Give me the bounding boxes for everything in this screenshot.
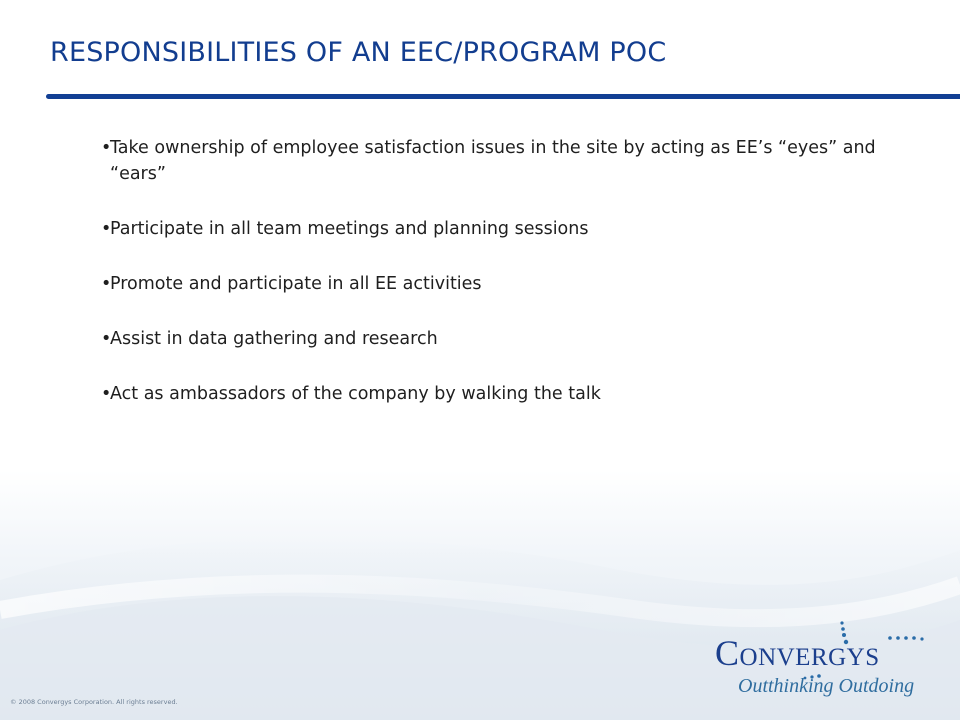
- bullet-marker: •: [101, 219, 112, 239]
- bullet-marker: •: [101, 384, 112, 404]
- logo-tagline: Outthinking Outdoing: [738, 675, 915, 697]
- bullet-marker: •: [101, 329, 112, 349]
- bullet-text: Participate in all team meetings and planning sessions: [110, 219, 589, 239]
- slide-title: RESPONSIBILITIES OF AN EEC/PROGRAM POC: [50, 37, 667, 68]
- copyright-notice: © 2008 Convergys Corporation. All rights reserved.: [10, 698, 178, 706]
- title-underline: [46, 94, 960, 99]
- bullet-text: Act as ambassadors of the company by walking the talk: [110, 384, 601, 404]
- bullet-item: [101, 381, 921, 407]
- bullet-text: Promote and participate in all EE activities: [110, 274, 482, 294]
- bullet-list: [101, 135, 921, 436]
- logo-wordmark: Convergys: [715, 633, 880, 673]
- bullet-item: [101, 271, 921, 297]
- bullet-text: Take ownership of employee satisfaction issues in the site by acting as EE’s “eyes” and “ears”: [110, 138, 876, 184]
- bullet-item: [101, 326, 921, 352]
- bullet-text: Assist in data gathering and research: [110, 329, 438, 349]
- bullet-marker: •: [101, 274, 112, 294]
- bullet-item: [101, 135, 921, 187]
- convergys-logo: [712, 618, 942, 702]
- bullet-marker: •: [101, 138, 112, 158]
- bullet-item: [101, 216, 921, 242]
